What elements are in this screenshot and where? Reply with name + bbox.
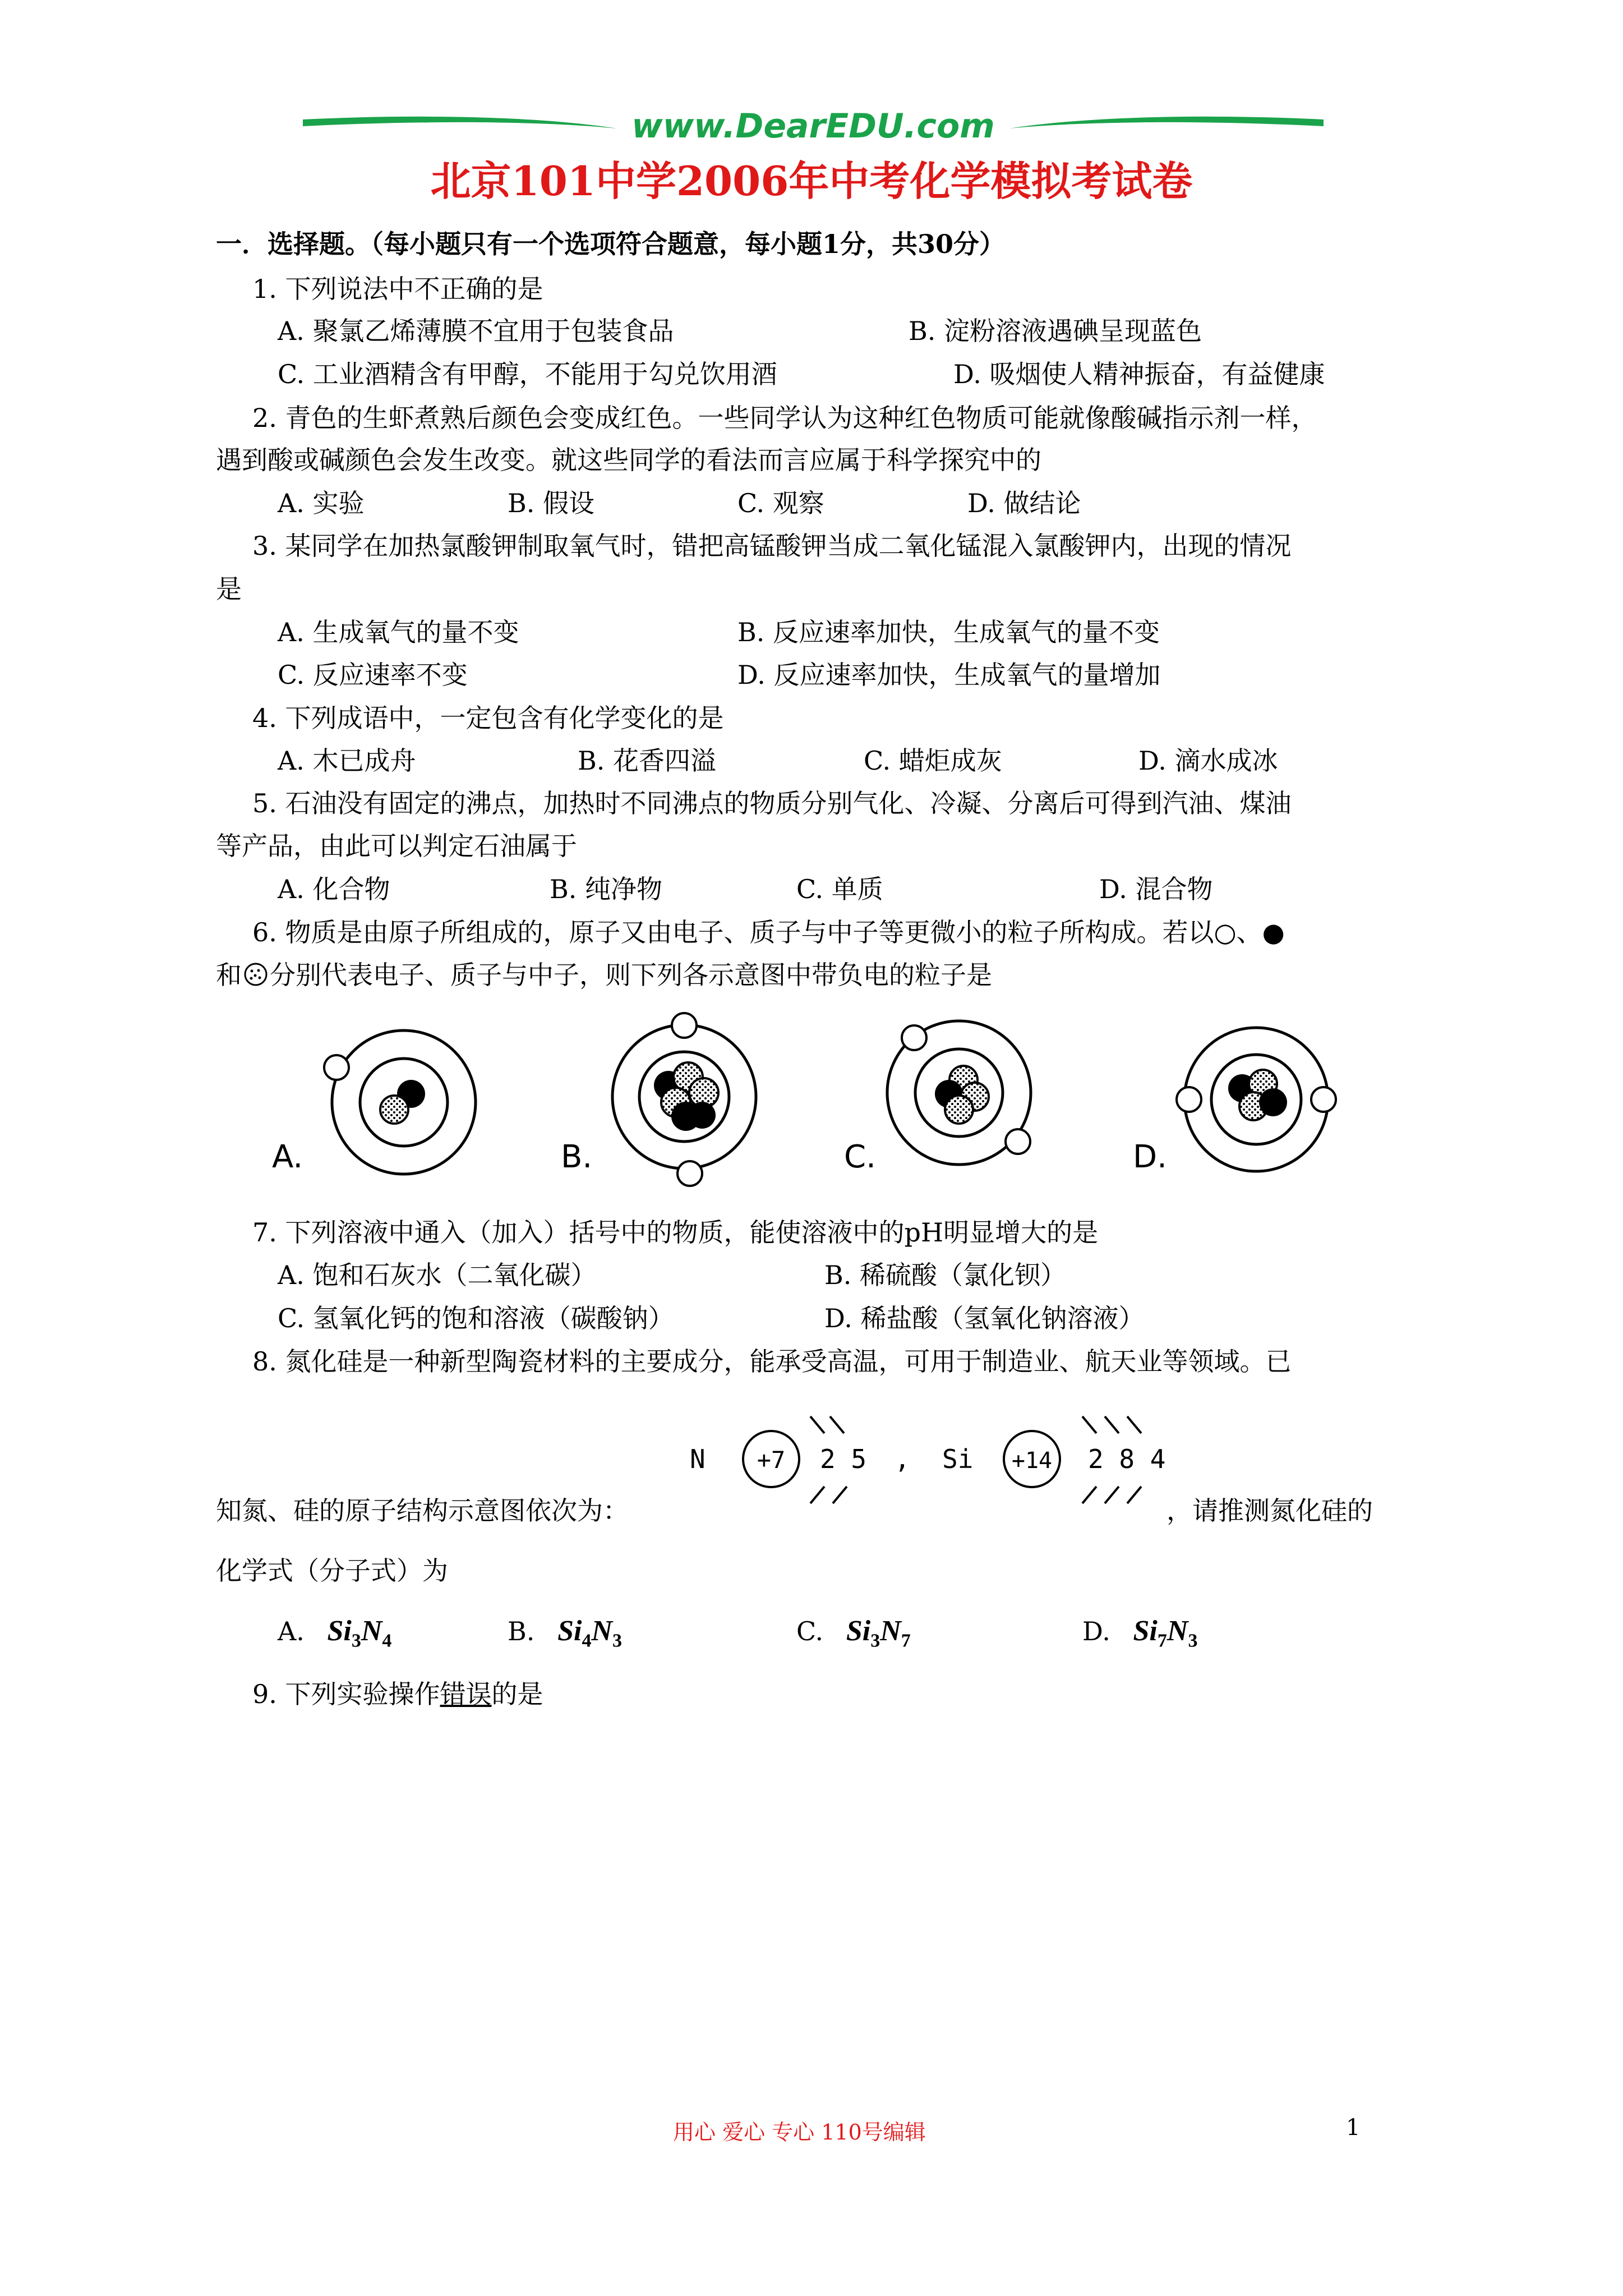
si-shells: 2 8 4 [1088, 1444, 1166, 1474]
q5-line2: 等产品，由此可以判定石油属于 [216, 831, 577, 861]
q2-option-a: A. 实验 [278, 488, 365, 518]
q3-line2: 是 [216, 574, 242, 604]
q5-option-a: A. 化合物 [278, 874, 390, 904]
page-title: 北京101中学2006年中考化学模拟考试卷 [430, 157, 1193, 205]
q1-option-b: B. 淀粉溶液遇碘呈现蓝色 [909, 316, 1202, 346]
q9-stem-pre: 9. 下列实验操作 [252, 1679, 440, 1709]
q8-formula-c: $Si_3N_7$ [846, 1615, 911, 1651]
n-charge: +7 [757, 1446, 786, 1474]
q2-line1: 2. 青色的生虾煮熟后颜色会变成红色。一些同学认为这种红色物质可能就像酸碱指示剂一样， [252, 403, 1317, 433]
q8-option-d [1082, 1614, 1197, 1658]
q8-option-b-label: B. [508, 1616, 535, 1646]
q8-option-a-label: A. [278, 1616, 305, 1646]
q9-stem-post: 的是 [491, 1679, 543, 1709]
q4-stem: 4. 下列成语中，一定包含有化学变化的是 [252, 703, 724, 733]
q8-line2-post: ，请推测氮化硅的 [1166, 1496, 1373, 1526]
q2-option-c: C. 观察 [737, 488, 824, 518]
q6-line2-pre: 和 [216, 960, 242, 990]
q9-stem [252, 1677, 543, 1711]
q7-option-d: D. 稀盐酸（氢氧化钠溶液） [824, 1303, 1145, 1333]
q8-option-c [796, 1614, 911, 1658]
si-symbol: Si [942, 1444, 974, 1474]
q4-option-d: D. 滴水成冰 [1138, 746, 1278, 776]
q6-line2-post: 分别代表电子、质子与中子，则下列各示意图中带负电的粒子是 [270, 960, 992, 990]
q8-formula-b: $Si_4N_3$ [557, 1615, 622, 1651]
q4-option-c: C. 蜡炬成灰 [864, 746, 1002, 776]
q6-line1: 6. 物质是由原子所组成的，原子又由电子、质子与中子等更微小的粒子所构成。若以○、● [252, 917, 1285, 947]
q7-option-b: B. 稀硫酸（氯化钡） [824, 1260, 1067, 1290]
atom-label-b: B. [561, 1139, 593, 1175]
q3-option-b: B. 反应速率加快，生成氧气的量不变 [737, 617, 1160, 647]
atom-label-a: A. [272, 1139, 303, 1175]
q8-option-c-label: C. [796, 1616, 824, 1646]
atom-diagrams [264, 1010, 1402, 1217]
site-banner [303, 104, 1324, 149]
q8-formula-a: $Si_3N_4$ [327, 1615, 392, 1651]
page-number: 1 [1346, 2115, 1361, 2141]
q7-option-a: A. 饱和石灰水（二氧化碳） [278, 1260, 597, 1290]
q2-line2: 遇到酸或碱颜色会发生改变。就这些同学的看法而言应属于科学探究中的 [216, 445, 1041, 475]
q8-line1: 8. 氮化硅是一种新型陶瓷材料的主要成分，能承受高温，可用于制造业、航天业等领域。已 [252, 1346, 1292, 1377]
q3-option-d: D. 反应速率加快，生成氧气的量增加 [737, 660, 1161, 690]
q3-line1: 3. 某同学在加热氯酸钾制取氧气时，错把高锰酸钾当成二氧化锰混入氯酸钾内，出现的情况 [252, 531, 1292, 561]
q1-option-c: C. 工业酒精含有甲醇，不能用于勾兑饮用酒 [278, 359, 777, 389]
q8-formula-d: $Si_7N_3$ [1133, 1615, 1198, 1651]
q7-stem: 7. 下列溶液中通入（加入）括号中的物质，能使溶液中的pH明显增大的是 [252, 1217, 1099, 1248]
q8-line2-pre: 知氮、硅的原子结构示意图依次为： [216, 1496, 629, 1526]
atom-diagram-d [1177, 1028, 1336, 1171]
q2-option-b: B. 假设 [508, 488, 595, 518]
atom-label-d: D. [1133, 1139, 1167, 1175]
atom-diagram-c [887, 1021, 1031, 1165]
neutron-symbol-icon [243, 961, 269, 987]
q8-option-b [508, 1614, 622, 1658]
q4-option-a: A. 木已成舟 [278, 746, 416, 776]
q8-structure-diagrams [673, 1405, 1206, 1517]
q4-option-b: B. 花香四溢 [578, 746, 717, 776]
q5-option-d: D. 混合物 [1099, 874, 1213, 904]
q1-stem: 1. 下列说法中不正确的是 [252, 274, 543, 304]
si-charge: +14 [1011, 1448, 1053, 1474]
q7-option-c: C. 氢氧化钙的饱和溶液（碳酸钠） [278, 1303, 674, 1333]
q1-option-d: D. 吸烟使人精神振奋，有益健康 [953, 359, 1325, 389]
section-heading: 一．选择题。（每小题只有一个选项符合题意，每小题1分，共30分） [216, 229, 1006, 259]
q2-option-d: D. 做结论 [967, 488, 1081, 518]
q8-option-a [278, 1614, 391, 1658]
q8-line3: 化学式（分子式）为 [216, 1556, 448, 1586]
q5-option-c: C. 单质 [796, 874, 883, 904]
q8-option-d-label: D. [1082, 1616, 1110, 1646]
n-shells: 2 5 [820, 1444, 867, 1474]
q5-line1: 5. 石油没有固定的沸点，加热时不同沸点的物质分别气化、冷凝、分离后可得到汽油、煤油 [252, 788, 1292, 818]
footer-text: 用心 爱心 专心 110号编辑 [673, 2120, 926, 2145]
q1-option-a: A. 聚氯乙烯薄膜不宜用于包装食品 [278, 316, 674, 346]
structure-comma: , [895, 1444, 910, 1474]
q9-stem-underlined: 错误 [440, 1679, 492, 1709]
n-symbol: N [690, 1444, 706, 1474]
site-name: www.DearEDU.com [631, 107, 995, 146]
atom-label-c: C. [844, 1139, 876, 1175]
q6-line2 [216, 958, 992, 992]
atom-diagram-b [612, 1013, 756, 1186]
q3-option-a: A. 生成氧气的量不变 [278, 617, 519, 647]
atom-diagram-a [324, 1030, 476, 1174]
q5-option-b: B. 纯净物 [550, 874, 663, 904]
q3-option-c: C. 反应速率不变 [278, 660, 468, 690]
